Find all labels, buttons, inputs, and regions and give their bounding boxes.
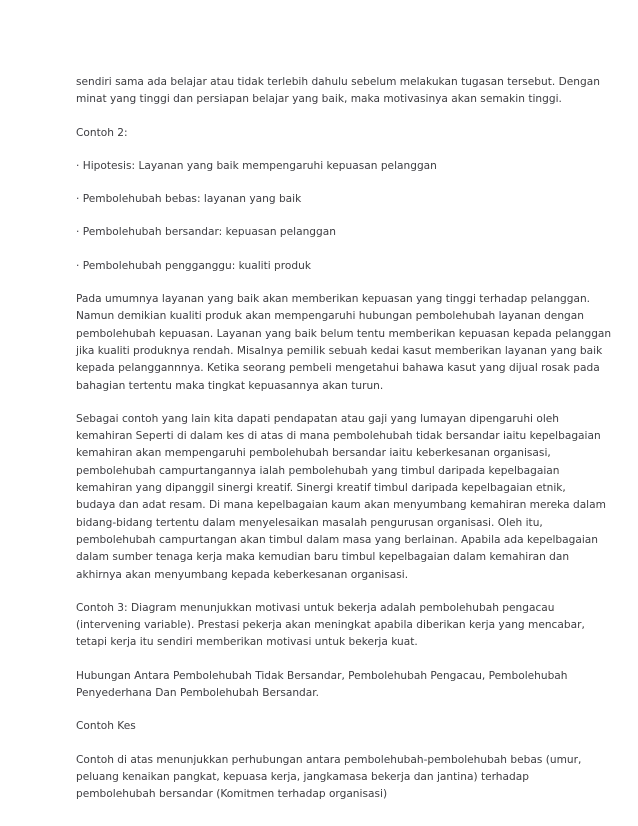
text-line: peluang kenaikan pangkat, kepuasa kerja, jangkamasa bekerja dan jantina) terhadap <box>76 770 529 783</box>
text-line: pembolehubah campurtangannya ialah pembolehubah yang timbul daripada kepelbagaian <box>76 464 560 477</box>
text-line: kepada pelanggannnya. Ketika seorang pembeli mengetahui bahawa kasut yang dijual rosak pada <box>76 362 600 375</box>
text-line: Sebagai contoh yang lain kita dapati pendapatan atau gaji yang lumayan dipengaruhi oleh <box>76 412 560 425</box>
text-line: budaya dan adat resam. Di mana kepelbagaian kaum akan menyumbang kemahiran mereka dalam <box>76 499 606 512</box>
text-line: Hubungan Antara Pembolehubah Tidak Bersandar, Pembolehubah Pengacau, Pembolehubah <box>76 669 568 682</box>
text-line: (intervening variable). Prestasi pekerja akan meningkat apabila diberikan kerja yang mencabar, <box>76 619 585 632</box>
heading-contoh-2 <box>76 125 572 142</box>
paragraph-intro-continuation <box>76 74 600 109</box>
text-line: Contoh Kes <box>76 720 136 733</box>
text-line: · Pembolehubah bebas: layanan yang baik <box>76 193 302 206</box>
text-line: Contoh 3: Diagram menunjukkan motivasi untuk bekerja adalah pembolehubah pengacau <box>76 601 555 614</box>
text-line: sendiri sama ada belajar atau tidak terlebih dahulu sebelum melakukan tugasan tersebut. Dengan <box>76 76 600 88</box>
heading-contoh-kes <box>76 718 572 735</box>
text-line: pembolehubah campurtangan akan timbul dalam masa yang berlainan. Apabila ada kepelbagaian <box>76 533 599 546</box>
text-line: kemahiran akan mempengaruhi pembolehubah bersandar iaitu keberkesanan organisasi, <box>76 447 551 460</box>
paragraph-sebagai-contoh <box>76 411 606 584</box>
text-line: Contoh di atas menunjukkan perhubungan antara pembolehubah-pembolehubah bebas (umur, <box>76 753 582 766</box>
paragraph-contoh-kes <box>76 752 582 804</box>
text-line: Penyederhana Dan Pembolehubah Bersandar. <box>76 687 320 700</box>
paragraph-contoh-3 <box>76 600 585 652</box>
heading-hubungan-antara <box>76 668 572 703</box>
text-line: jika kualiti produknya rendah. Misalnya pemilik sebuah kedai kasut memberikan layanan yang baik <box>76 344 603 357</box>
text-line: tetapi kerja itu sendiri memberikan motivasi untuk bekerja kuat. <box>76 636 418 649</box>
text-line: · Pembolehubah pengganggu: kualiti produk <box>76 259 311 272</box>
text-line: Contoh 2: <box>76 126 128 139</box>
text-line: minat yang tinggi dan persiapan belajar yang baik, maka motivasinya akan semakin tinggi. <box>76 93 562 106</box>
bullet-pembolehubah-bersandar <box>76 224 572 241</box>
bullet-hipotesis <box>76 158 572 175</box>
bullet-pembolehubah-pengganggu <box>76 258 572 275</box>
text-line: pembolehubah bersandar (Komitmen terhadap organisasi) <box>76 788 388 801</box>
text-line: Pada umumnya layanan yang baik akan memberikan kepuasan yang tinggi terhadap pelanggan. <box>76 293 591 306</box>
document-page <box>76 74 612 820</box>
text-line: pembolehubah kepuasan. Layanan yang baik belum tentu memberikan kepuasan kepada pelanggan <box>76 327 612 340</box>
bullet-pembolehubah-bebas <box>76 191 572 208</box>
text-line: · Hipotesis: Layanan yang baik mempengaruhi kepuasan pelanggan <box>76 159 437 172</box>
text-line: akhirnya akan menyumbang kepada keberkesanan organisasi. <box>76 568 409 581</box>
text-line: · Pembolehubah bersandar: kepuasan pelanggan <box>76 226 336 239</box>
text-line: Namun demikian kualiti produk akan mempengaruhi hubungan pembolehubah layanan dengan <box>76 310 584 323</box>
text-line: bahagian tertentu maka tingkat kepuasannya akan turun. <box>76 379 384 392</box>
text-line: kemahiran yang dipanggil sinergi kreatif. Sinergi kreatif timbul daripada kepelbagaian etnik, <box>76 482 566 495</box>
text-line: dalam sumber tenaga kerja maka kemudian baru timbul kepelbagaian dalam kemahiran dan <box>76 551 570 564</box>
paragraph-layanan <box>76 291 612 395</box>
text-line: bidang-bidang tertentu dalam menyelesaikan masalah pengurusan organisasi. Oleh itu, <box>76 516 543 529</box>
text-line: kemahiran Seperti di dalam kes di atas di mana pembolehubah tidak bersandar iaitu kepelbagaian <box>76 430 601 443</box>
